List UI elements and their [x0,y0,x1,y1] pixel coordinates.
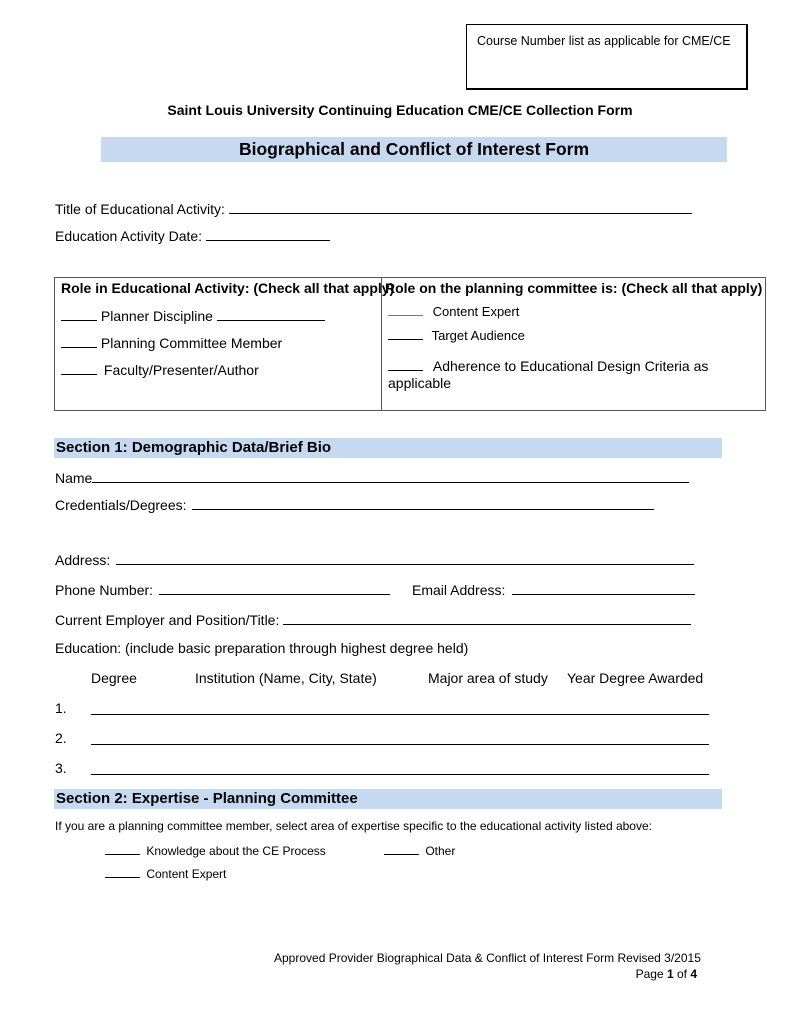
expertise-option-content-expert [105,865,226,881]
activity-title-field[interactable] [229,199,692,214]
target-audience-checkline[interactable] [388,325,423,340]
target-audience-label: Target Audience [431,328,525,343]
email-field[interactable] [512,580,695,595]
course-number-label: Course Number list as applicable for CME/CE [477,34,731,48]
address-field[interactable] [116,550,694,565]
education-row-2-field[interactable] [91,730,709,750]
role-faculty-checkline[interactable] [61,360,97,375]
phone-row [55,580,390,598]
role-item-faculty [61,360,259,378]
ce-process-label: Knowledge about the CE Process [146,844,326,858]
education-col-major: Major area of study [428,670,548,686]
other-label: Other [425,844,456,858]
credentials-row [55,495,654,513]
footer-page-number [636,967,697,981]
form-title-band [101,137,727,162]
ce-process-checkline[interactable] [105,842,140,855]
page-total: 4 [690,967,697,981]
activity-title-label: Title of Educational Activity: [55,201,225,217]
address-row [55,550,694,568]
name-label: Name [55,470,93,486]
section2-title: Section 2: Expertise - Planning Committee [56,790,358,807]
form-title: Biographical and Conflict of Interest Form [238,139,590,159]
education-row-3-number: 3. [55,760,67,776]
org-title: Saint Louis University Continuing Education CME/CE Collection Form [167,102,633,118]
education-row-3-field[interactable] [91,760,709,780]
name-row [55,468,689,486]
credentials-label: Credentials/Degrees: [55,497,187,513]
roles-table-divider [381,277,382,411]
activity-title-row [55,199,692,217]
page-of: of [673,967,691,981]
design-criteria-checkline[interactable] [388,356,423,371]
section2-band [54,789,722,809]
committee-role-design-criteria [388,356,708,374]
expertise-content-expert-label: Content Expert [146,867,227,881]
employer-field[interactable] [283,610,691,625]
role-item-planning-committee [61,333,282,351]
name-field[interactable] [92,468,689,483]
expertise-option-ce-process [105,842,326,858]
role-item-planner [61,306,325,324]
course-number-box[interactable] [466,24,748,90]
phone-field[interactable] [159,580,390,595]
committee-role-target-audience [388,325,525,343]
activity-date-row [55,226,330,244]
education-label: Education: (include basic preparation through highest degree held) [55,640,469,656]
committee-role-content-expert [388,301,519,319]
phone-label: Phone Number: [55,582,154,598]
role-committee-checkline[interactable] [61,333,97,348]
role-planner-label: Planner Discipline [100,308,213,324]
address-label: Address: [55,552,111,568]
role-committee-label: Planning Committee Member [100,335,283,351]
education-row-2-number: 2. [55,730,67,746]
employer-label: Current Employer and Position/Title: [55,612,280,628]
education-col-institution: Institution (Name, City, State) [195,670,377,686]
expertise-option-other [384,842,455,858]
activity-date-field[interactable] [206,226,330,241]
email-label: Email Address: [412,582,506,598]
education-col-year: Year Degree Awarded [567,670,704,686]
credentials-field[interactable] [192,495,654,510]
role-planner-discipline-field[interactable] [217,306,325,321]
section2-instruction: If you are a planning committee member, select area of expertise specific to the educational activity listed above: [55,819,652,833]
role-left-header: Role in Educational Activity: (Check all that apply) [61,280,395,296]
education-row-1-number: 1. [55,700,67,716]
content-expert-label: Content Expert [432,304,520,319]
role-right-header: Role on the planning committee is: (Check all that apply) [385,280,763,296]
design-criteria-label: Adherence to Educational Design Criteria as [432,358,709,374]
other-checkline[interactable] [384,842,419,855]
role-faculty-label: Faculty/Presenter/Author [103,362,259,378]
expertise-content-expert-checkline[interactable] [105,865,140,878]
role-planner-checkline[interactable] [61,306,97,321]
section1-band [54,438,722,458]
page-prefix: Page [635,967,667,981]
email-row [412,580,695,598]
employer-row [55,610,691,628]
section1-title: Section 1: Demographic Data/Brief Bio [56,439,332,456]
footer-form-note: Approved Provider Biographical Data & Conflict of Interest Form Revised 3/2015 [274,951,701,965]
page-current: 1 [666,967,674,981]
activity-date-label: Education Activity Date: [55,228,203,244]
content-expert-checkline[interactable] [388,301,423,316]
design-criteria-label-cont: applicable [388,375,452,391]
education-col-degree: Degree [91,670,137,686]
education-row-1-field[interactable] [91,700,709,720]
